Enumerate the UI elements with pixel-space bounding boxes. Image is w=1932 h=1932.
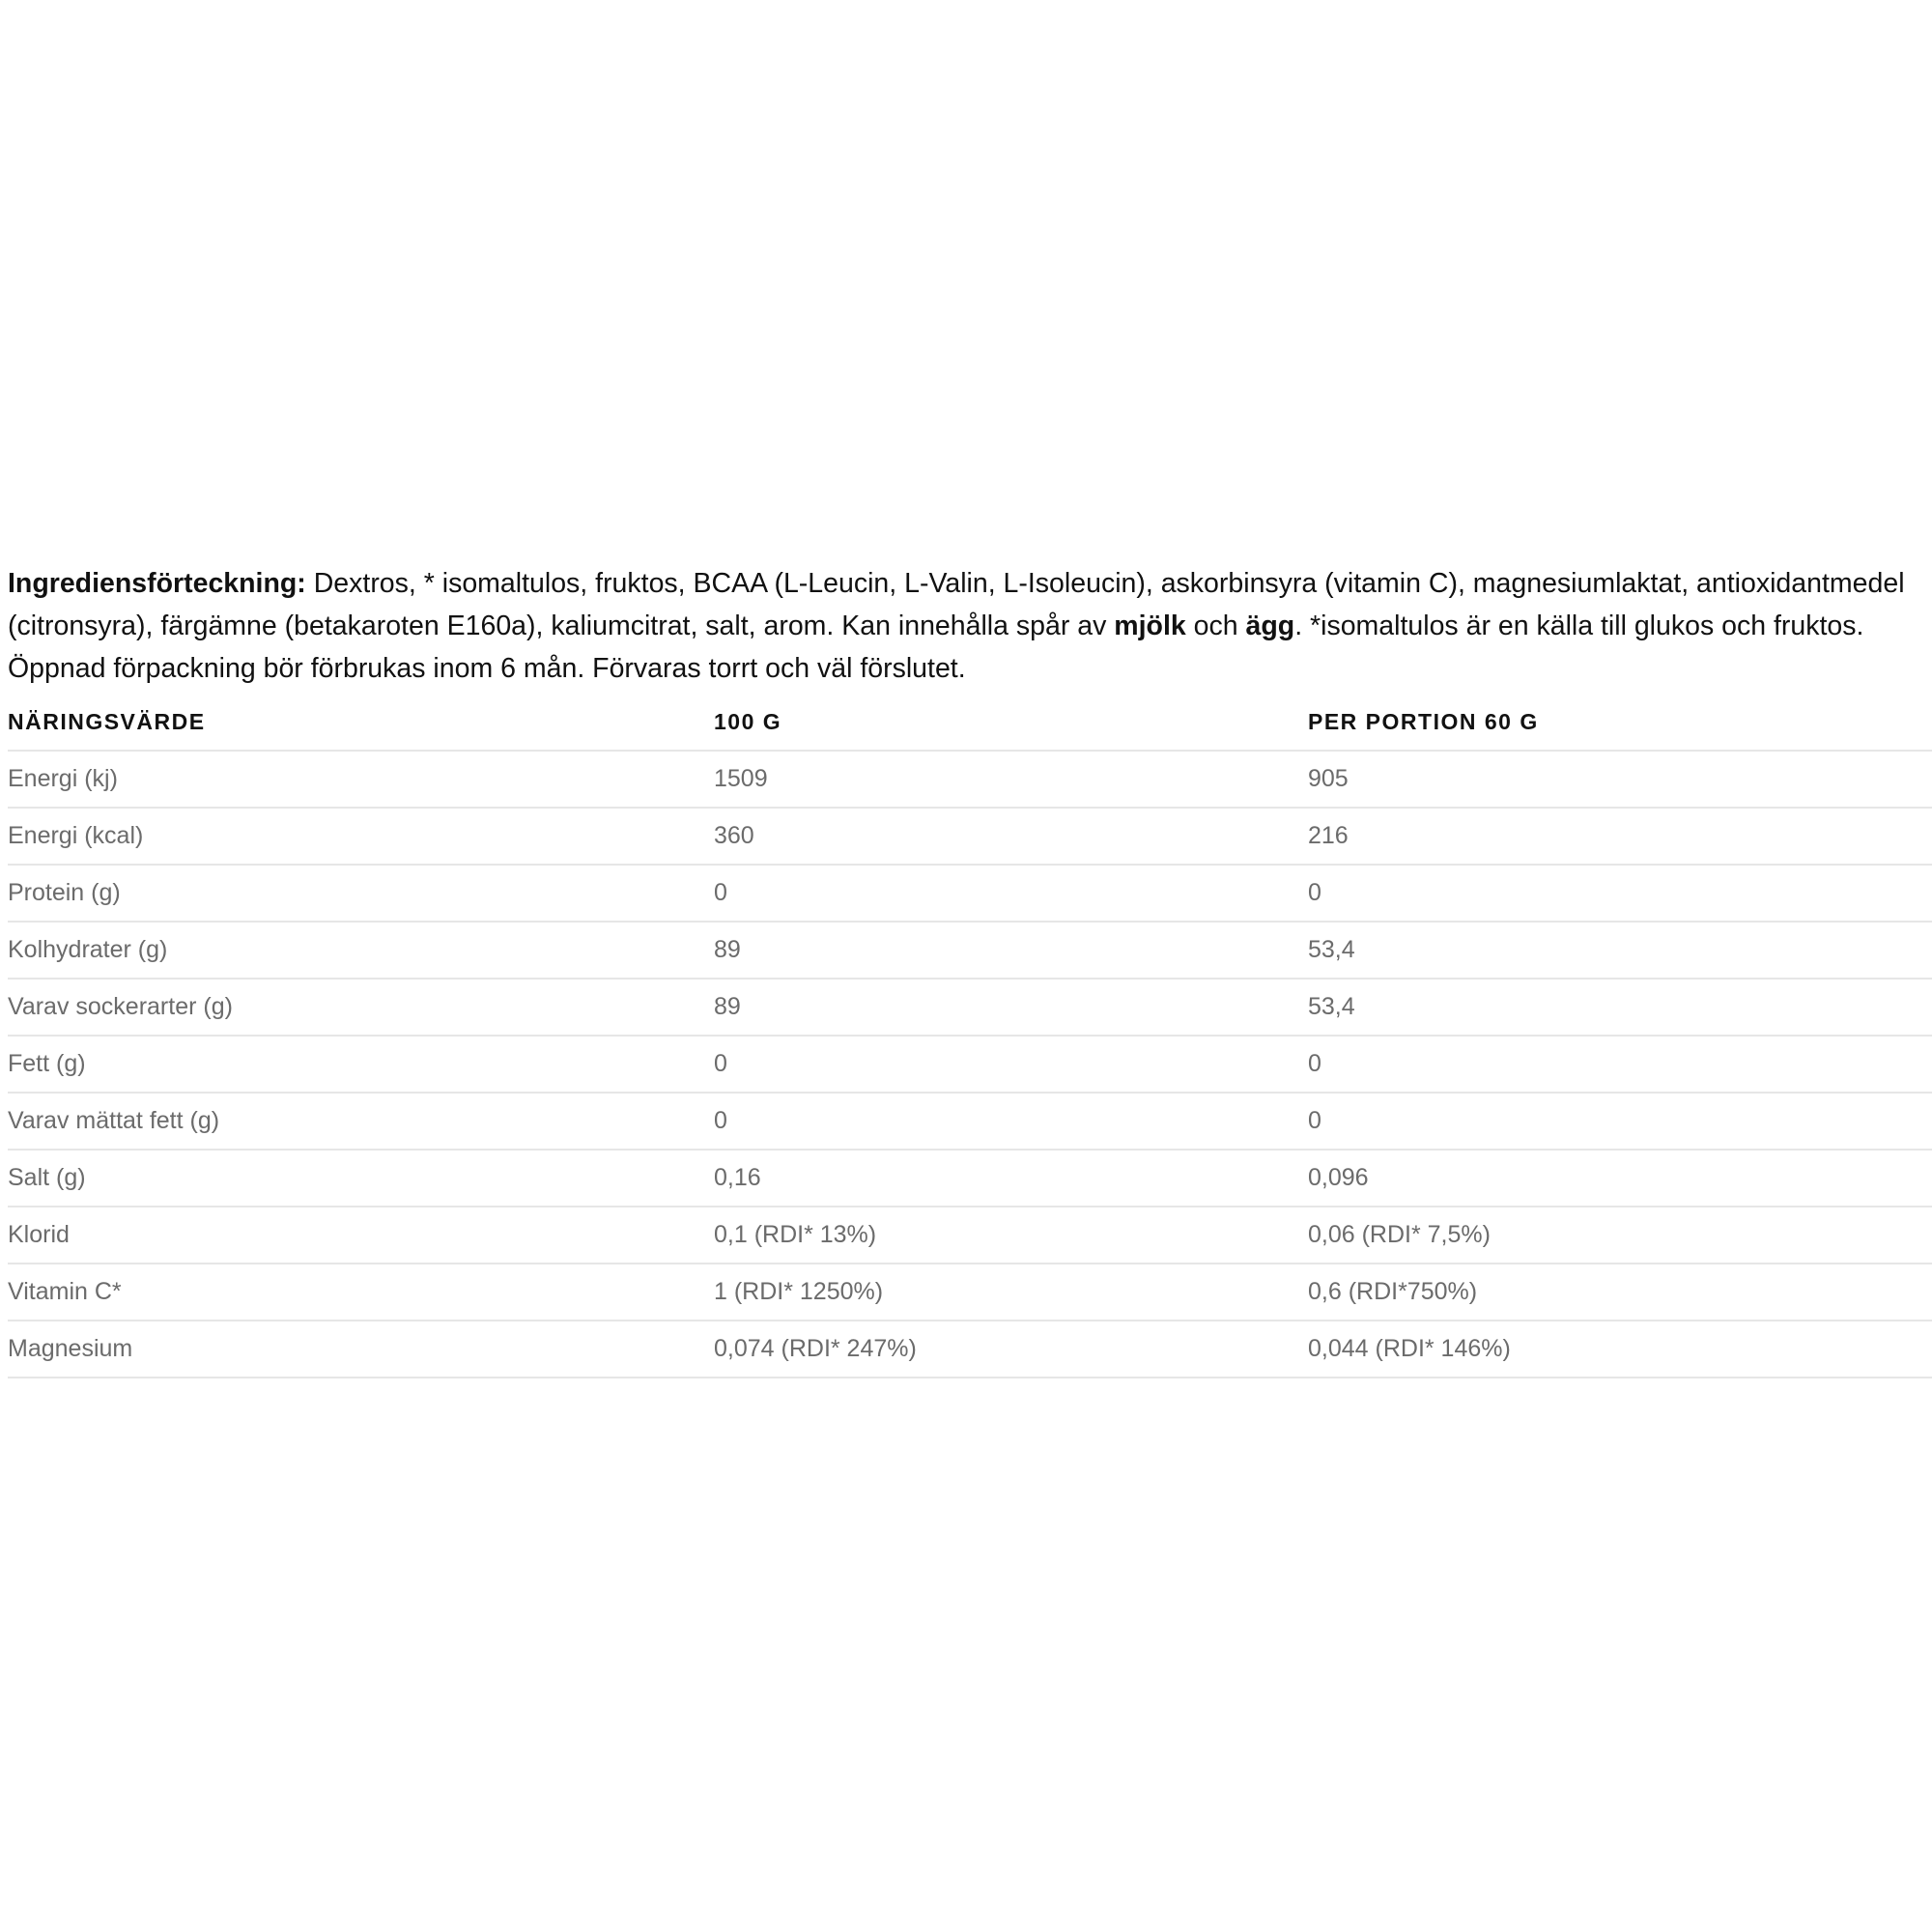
table-row bbox=[8, 865, 1932, 922]
value-per-100g: 0,074 (RDI* 247%) bbox=[714, 1321, 1308, 1378]
nutrient-name: Varav mättat fett (g) bbox=[8, 1093, 714, 1150]
value-per-portion: 0,06 (RDI* 7,5%) bbox=[1308, 1207, 1932, 1264]
value-per-portion: 53,4 bbox=[1308, 922, 1932, 979]
value-per-portion: 0 bbox=[1308, 1036, 1932, 1093]
allergen-egg: ägg bbox=[1245, 611, 1295, 641]
nutrition-table-head bbox=[8, 694, 1932, 751]
value-per-100g: 0,1 (RDI* 13%) bbox=[714, 1207, 1308, 1264]
value-per-100g: 1 (RDI* 1250%) bbox=[714, 1264, 1308, 1321]
ingredients-text: Dextros, * isomaltulos, fruktos, BCAA (L-Leucin, L-Valin, L-Isoleucin), askorbinsyra (vitamin C), magnesiumlaktat, antioxidantmedel (citronsyra), färgämne (betakaroten E160a), kaliumcitrat, salt, arom. Kan innehålla spår av bbox=[8, 568, 1905, 641]
value-per-100g: 360 bbox=[714, 808, 1308, 865]
value-per-portion: 905 bbox=[1308, 751, 1932, 808]
nutrient-name: Energi (kcal) bbox=[8, 808, 714, 865]
value-per-100g: 89 bbox=[714, 922, 1308, 979]
table-row bbox=[8, 808, 1932, 865]
table-row bbox=[8, 1264, 1932, 1321]
ingredients-paragraph bbox=[8, 562, 1930, 690]
table-row bbox=[8, 979, 1932, 1036]
nutrient-name: Klorid bbox=[8, 1207, 714, 1264]
table-row bbox=[8, 1093, 1932, 1150]
value-per-portion: 53,4 bbox=[1308, 979, 1932, 1036]
value-per-100g: 0 bbox=[714, 1093, 1308, 1150]
header-per-100g: 100 G bbox=[714, 694, 1308, 751]
value-per-100g: 89 bbox=[714, 979, 1308, 1036]
allergen-milk: mjölk bbox=[1114, 611, 1186, 641]
table-row bbox=[8, 922, 1932, 979]
value-per-portion: 0,6 (RDI*750%) bbox=[1308, 1264, 1932, 1321]
nutrient-name: Vitamin C* bbox=[8, 1264, 714, 1321]
nutrient-name: Kolhydrater (g) bbox=[8, 922, 714, 979]
nutrient-name: Energi (kj) bbox=[8, 751, 714, 808]
value-per-100g: 1509 bbox=[714, 751, 1308, 808]
table-row bbox=[8, 1207, 1932, 1264]
ingredients-label: Ingrediensförteckning: bbox=[8, 568, 306, 599]
table-header-row bbox=[8, 694, 1932, 751]
nutrient-name: Salt (g) bbox=[8, 1150, 714, 1207]
table-row bbox=[8, 751, 1932, 808]
product-info bbox=[8, 562, 1930, 1378]
nutrient-name: Magnesium bbox=[8, 1321, 714, 1378]
nutrient-name: Varav sockerarter (g) bbox=[8, 979, 714, 1036]
value-per-100g: 0 bbox=[714, 865, 1308, 922]
value-per-portion: 0,044 (RDI* 146%) bbox=[1308, 1321, 1932, 1378]
nutrient-name: Fett (g) bbox=[8, 1036, 714, 1093]
value-per-portion: 0,096 bbox=[1308, 1150, 1932, 1207]
nutrient-name: Protein (g) bbox=[8, 865, 714, 922]
table-row bbox=[8, 1321, 1932, 1378]
ingredients-storage-text: . *isomaltulos är en källa till glukos och fruktos. Öppnad förpackning bör förbrukas inom 6 mån. Förvaras torrt och väl förslutet. bbox=[8, 611, 1864, 684]
header-nutrition-value: NÄRINGSVÄRDE bbox=[8, 694, 714, 751]
value-per-100g: 0,16 bbox=[714, 1150, 1308, 1207]
header-per-portion: PER PORTION 60 G bbox=[1308, 694, 1932, 751]
nutrition-table-body bbox=[8, 751, 1932, 1378]
value-per-portion: 0 bbox=[1308, 865, 1932, 922]
ingredients-text-connector: och bbox=[1185, 611, 1246, 641]
nutrition-table bbox=[8, 694, 1932, 1378]
table-row bbox=[8, 1036, 1932, 1093]
value-per-100g: 0 bbox=[714, 1036, 1308, 1093]
value-per-portion: 216 bbox=[1308, 808, 1932, 865]
table-row bbox=[8, 1150, 1932, 1207]
value-per-portion: 0 bbox=[1308, 1093, 1932, 1150]
